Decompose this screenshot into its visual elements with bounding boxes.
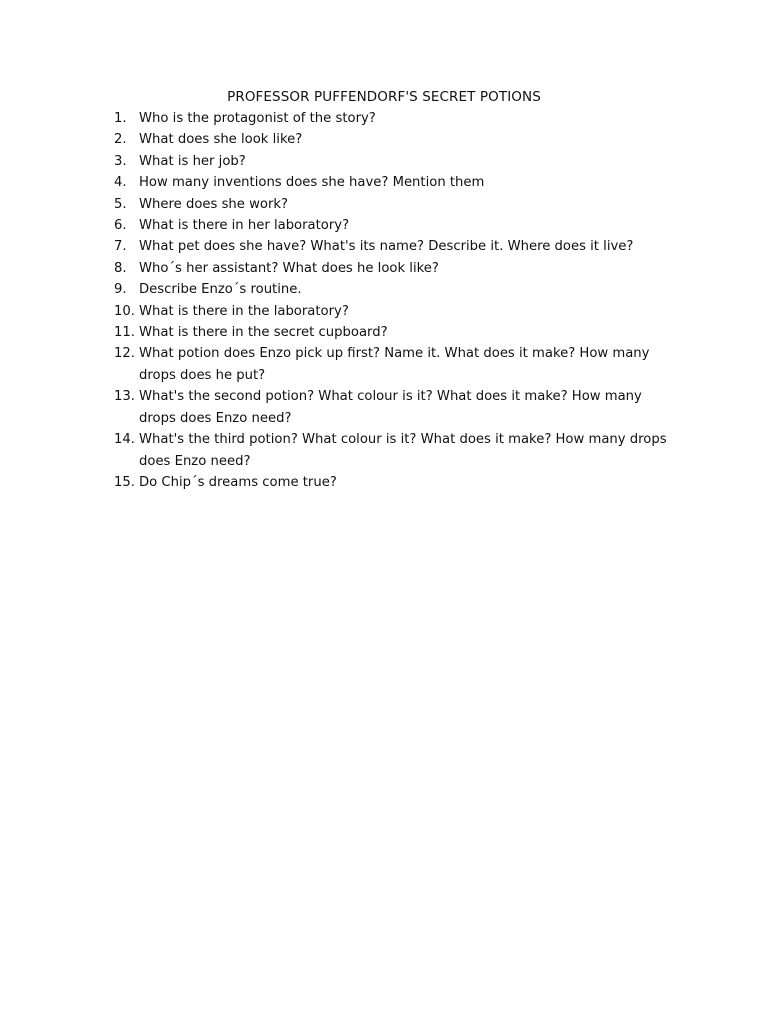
- question-number: 13.: [114, 389, 135, 405]
- question-number: 2.: [114, 132, 127, 148]
- question-text: How many inventions does she have? Mention them: [139, 175, 485, 191]
- question-item: [114, 472, 674, 493]
- question-number: 14.: [114, 432, 135, 448]
- question-item: [114, 172, 674, 193]
- question-item: [114, 258, 674, 279]
- question-text: Describe Enzo´s routine.: [139, 282, 302, 298]
- question-text: What does she look like?: [139, 132, 303, 148]
- question-number: 12.: [114, 346, 135, 362]
- question-text: Who´s her assistant? What does he look like?: [139, 260, 439, 276]
- question-item: [114, 151, 674, 172]
- question-text: What's the third potion? What colour is it? What does it make? How many drops does Enzo need?: [139, 432, 667, 469]
- question-number: 7.: [114, 239, 127, 255]
- question-item: [114, 343, 674, 386]
- question-text: Where does she work?: [139, 196, 289, 212]
- question-number: 11.: [114, 325, 135, 341]
- question-item: [114, 429, 674, 472]
- question-item: [114, 236, 674, 257]
- question-item: [114, 108, 674, 129]
- question-number: 6.: [114, 218, 127, 234]
- question-item: [114, 215, 674, 236]
- question-number: 10.: [114, 303, 135, 319]
- question-number: 5.: [114, 196, 127, 212]
- question-text: What's the second potion? What colour is it? What does it make? How many drops does Enzo need?: [139, 389, 642, 426]
- question-text: Do Chip´s dreams come true?: [139, 474, 337, 490]
- question-number: 15.: [114, 474, 135, 490]
- question-number: 4.: [114, 175, 127, 191]
- question-text: What is there in her laboratory?: [139, 218, 350, 234]
- question-item: [114, 322, 674, 343]
- question-number: 3.: [114, 153, 127, 169]
- question-item: [114, 301, 674, 322]
- question-text: What potion does Enzo pick up first? Name it. What does it make? How many drops does he put?: [139, 346, 650, 383]
- question-item: [114, 129, 674, 150]
- question-list: [114, 108, 674, 493]
- question-text: What is her job?: [139, 153, 246, 169]
- question-number: 1.: [114, 111, 127, 126]
- question-text: What is there in the laboratory?: [139, 303, 349, 319]
- question-number: 9.: [114, 282, 127, 298]
- question-text: Who is the protagonist of the story?: [139, 111, 376, 126]
- question-item: [114, 279, 674, 300]
- question-number: 8.: [114, 260, 127, 276]
- question-item: [114, 386, 674, 429]
- question-text: What is there in the secret cupboard?: [139, 325, 388, 341]
- question-item: [114, 194, 674, 215]
- document-title: PROFESSOR PUFFENDORF'S SECRET POTIONS: [227, 89, 541, 105]
- question-text: What pet does she have? What's its name? Describe it. Where does it live?: [139, 239, 634, 255]
